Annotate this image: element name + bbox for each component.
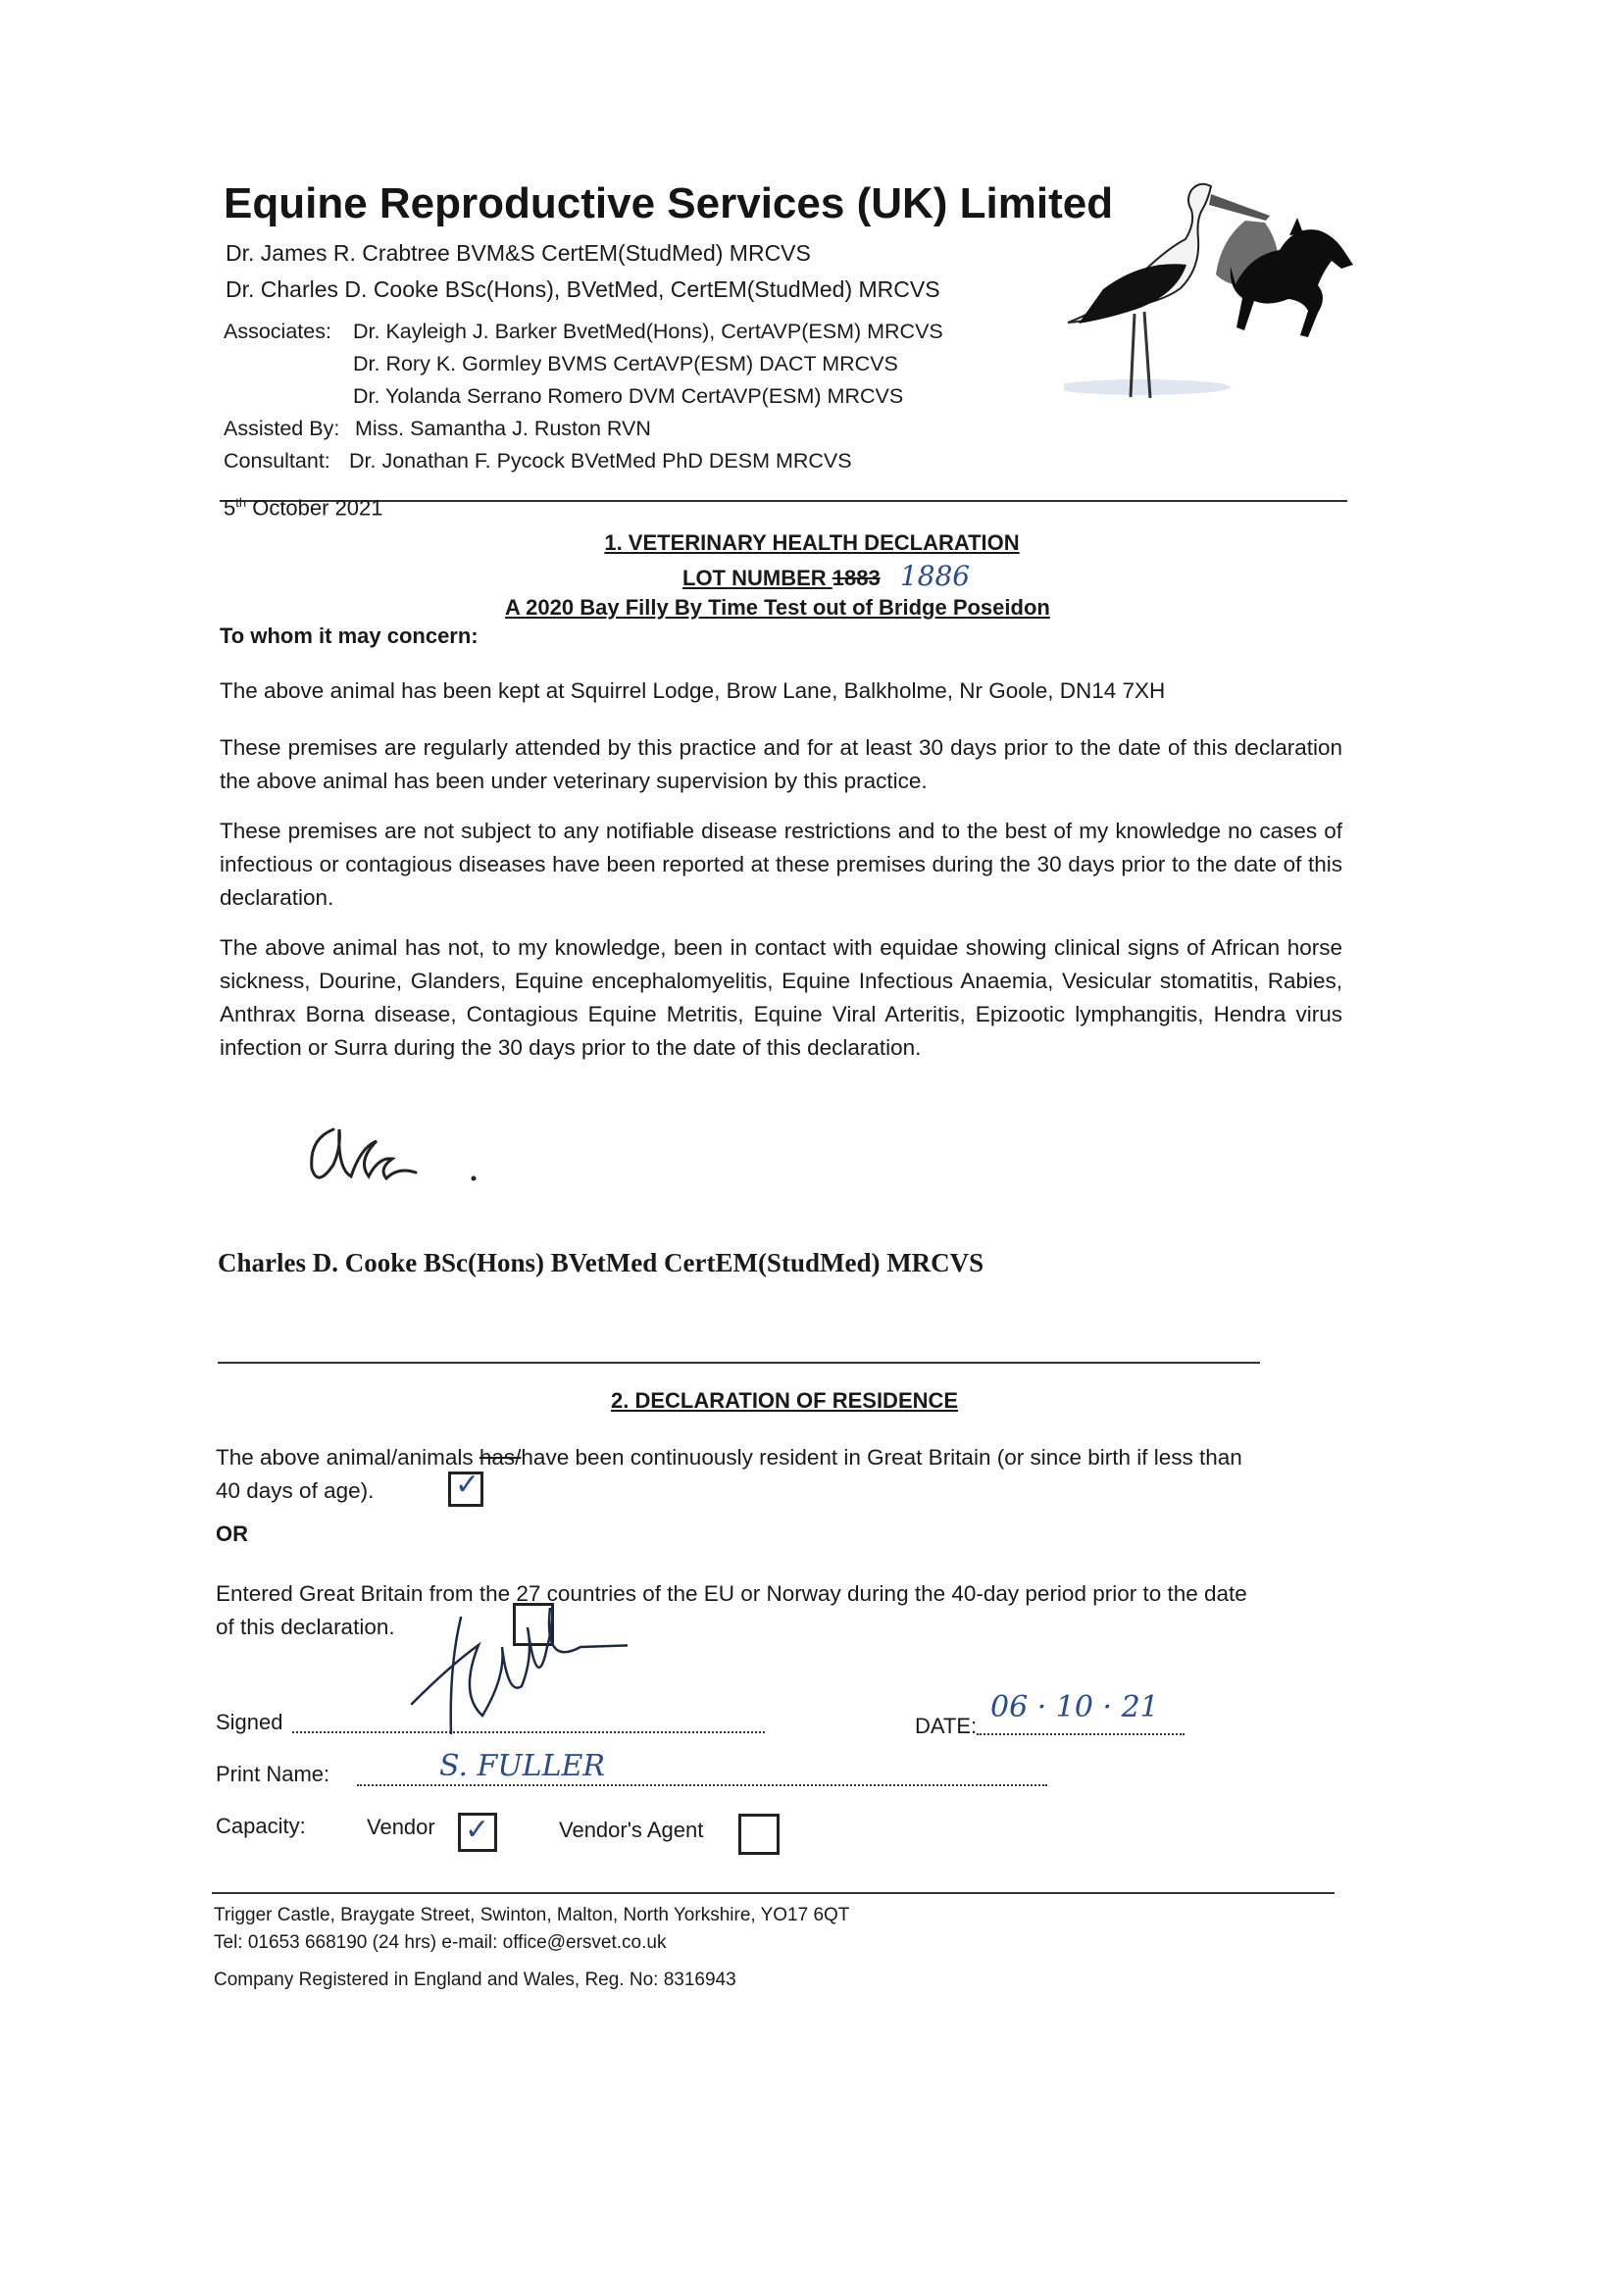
salutation: To whom it may concern: xyxy=(220,624,479,648)
vendors-agent-label: Vendor's Agent xyxy=(559,1818,704,1842)
vendors-agent-checkbox[interactable] xyxy=(738,1814,780,1855)
associates-label: Associates: xyxy=(224,320,331,343)
letter-date xyxy=(224,495,383,521)
vendor-signature xyxy=(392,1608,628,1745)
date-day: 5 xyxy=(224,495,236,521)
capacity-label: Capacity: xyxy=(216,1814,306,1838)
footer-divider xyxy=(212,1892,1335,1894)
or-label: OR xyxy=(216,1522,248,1546)
stork-horse-logo-icon xyxy=(1064,167,1358,402)
footer xyxy=(214,1902,849,1994)
date-suffix: th xyxy=(235,495,247,510)
lot-handwritten: 1886 xyxy=(899,560,971,592)
signed-label: Signed xyxy=(216,1710,283,1734)
signatory-name: Charles D. Cooke BSc(Hons) BVetMed CertEM(StudMed) MRCVS xyxy=(218,1248,984,1277)
paragraph: The above animal has not, to my knowledge, been in contact with equidae showing clinical signs of African horse sickness, Dourine, Glanders, Equine encephalomyelitis, Equine Infectious Anaemia, Vesicular stomatitis, Rabies, Anthrax Borna disease, Contagious Equine Metritis, Equine Viral Arteritis, Epizootic lymphangitis, Hendra virus infection or Surra during the 30 days prior to the date of this declaration. xyxy=(220,935,1342,1060)
date-line[interactable] xyxy=(977,1733,1185,1735)
paragraph: These premises are not subject to any notifiable disease restrictions and to the best of my knowledge no cases of infectious or contagious diseases have been reported at these premises during the 30 days prior to the date of this declaration. xyxy=(220,819,1342,910)
header-divider xyxy=(220,500,1347,502)
vet-signature xyxy=(299,1118,495,1196)
assisted-name: Miss. Samantha J. Ruston RVN xyxy=(355,417,651,440)
associates-block xyxy=(224,316,943,477)
partner-line: Dr. Charles D. Cooke BSc(Hons), BVetMed, CertEM(StudMed) MRCVS xyxy=(226,276,940,302)
resident-tick-icon: ✓ xyxy=(455,1469,480,1501)
lot-label: LOT NUMBER xyxy=(682,566,832,590)
footer-contact: Tel: 01653 668190 (24 hrs) e-mail: office@ersvet.co.uk xyxy=(214,1932,667,1953)
print-name-value: S. FULLER xyxy=(439,1749,605,1783)
partners-list xyxy=(226,237,940,306)
paragraph: These premises are regularly attended by this practice and for at least 30 days prior to the date of this declaration the above animal has been under veterinary supervision by this practice. xyxy=(220,735,1342,793)
print-name-line[interactable] xyxy=(357,1784,1047,1786)
consultant-name: Dr. Jonathan F. Pycock BVetMed PhD DESM MRCVS xyxy=(349,449,852,473)
company-name: Equine Reproductive Services (UK) Limited xyxy=(224,179,1114,227)
associate-line: Dr. Yolanda Serrano Romero DVM CertAVP(ESM) MRCVS xyxy=(353,384,904,408)
consultant-label: Consultant: xyxy=(224,449,330,473)
statement-text: The above animal/animals xyxy=(216,1445,479,1470)
section1-title: 1. VETERINARY HEALTH DECLARATION xyxy=(604,530,1020,555)
vendor-tick-icon: ✓ xyxy=(465,1814,490,1846)
vendor-label: Vendor xyxy=(367,1815,435,1839)
date-value: 06 · 10 · 21 xyxy=(990,1690,1159,1724)
partner-line: Dr. James R. Crabtree BVM&S CertEM(StudMed) MRCVS xyxy=(226,240,811,266)
section2-title: 2. DECLARATION OF RESIDENCE xyxy=(611,1388,959,1413)
footer-address: Trigger Castle, Braygate Street, Swinton, Malton, North Yorkshire, YO17 6QT xyxy=(214,1905,850,1925)
assisted-label: Assisted By: xyxy=(224,417,340,440)
footer-registration: Company Registered in England and Wales, Reg. No: 8316943 xyxy=(214,1970,736,1990)
statement-struck: has/ xyxy=(479,1445,522,1470)
statement-text: have been continuously resident in Great Britain (or since birth if less than xyxy=(521,1445,1242,1470)
associate-line: Dr. Rory K. Gormley BVMS CertAVP(ESM) DACT MRCVS xyxy=(353,352,898,375)
lot-struck: 1883 xyxy=(832,566,881,590)
associate-line: Dr. Kayleigh J. Barker BvetMed(Hons), CertAVP(ESM) MRCVS xyxy=(353,320,943,343)
date-label: DATE: xyxy=(915,1714,978,1738)
section-divider xyxy=(218,1362,1260,1364)
residence-statement-1 xyxy=(216,1441,1343,1508)
date-rest: October 2021 xyxy=(246,495,383,521)
paragraph: The above animal has been kept at Squirrel Lodge, Brow Lane, Balkholme, Nr Goole, DN14 7XH xyxy=(220,678,1166,703)
animal-description: A 2020 Bay Filly By Time Test out of Bridge Poseidon xyxy=(505,595,1050,620)
statement-text: 40 days of age). xyxy=(216,1478,375,1503)
print-name-label: Print Name: xyxy=(216,1762,330,1786)
lot-number xyxy=(682,560,970,592)
statement-text: Entered Great Britain from the 27 countries of the EU or Norway during the 40-day period prior to the date xyxy=(216,1581,1247,1606)
statement-text: of this declaration. xyxy=(216,1615,395,1639)
residence-statement-2 xyxy=(216,1577,1353,1644)
